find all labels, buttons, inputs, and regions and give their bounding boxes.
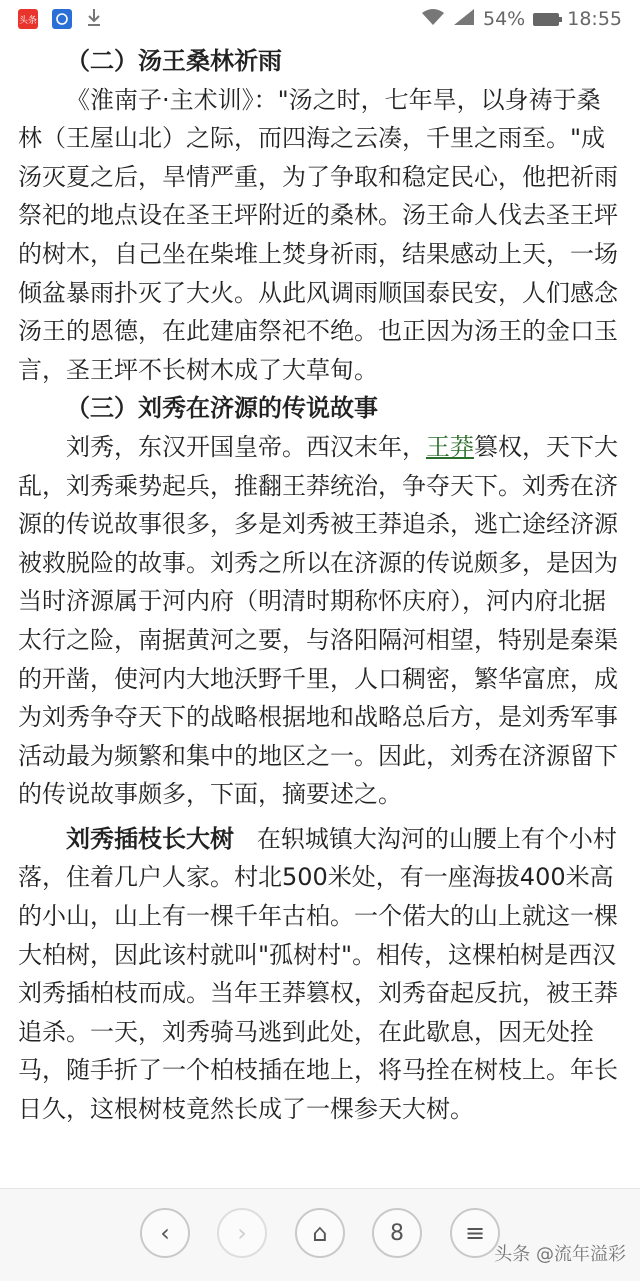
watermark: 头条 @流年溢彩 [494,1244,626,1265]
tabs-button[interactable] [372,1208,422,1258]
home-icon: ⌂ [312,1219,328,1247]
home-button[interactable] [295,1208,345,1258]
paragraph-story [18,820,622,1129]
download-icon [86,8,102,30]
section-heading-2: （二）汤王桑林祈雨 [66,47,282,75]
status-bar [0,0,640,38]
browser-bottom-toolbar [0,1188,640,1281]
menu-icon: ≡ [464,1219,486,1247]
paragraph-tang-rain: 《淮南子·主术训》："汤之时，七年旱，以身祷于桑林（王屋山北）之际，而四海之云凑，千里之雨至。"成汤灭夏之后，旱情严重，为了争取和稳定民心，他把祈雨祭祀的地点设在圣王坪附近的桑林。汤王命人伐去圣王坪的树木，自己坐在柴堆上焚身祈雨，结果感动上天，一场倾盆暴雨扑灭了大火。从此风调雨顺国泰民安，人们感念汤王的恩德，在此建庙祭祀不绝。也正因为汤王的金口玉言，圣王坪不长树木成了大草甸。 [18,85,618,384]
paragraph-liuxiu [18,428,622,814]
story-text: 在轵城镇大沟河的山腰上有个小村落，住着几户人家。村北500米处，有一座海拔400米高的小山，山上有一棵千年古柏。一个偌大的山上就这一棵大柏树，因此该村就叫"孤树村"。相传，这棵柏树是西汉刘秀插柏枝而成。当年王莽篡权，刘秀奋起反抗，被王莽追杀。一天，刘秀骑马逃到此处，在此歇息，因无处拴马，随手折了一个柏枝插在地上，将马拴在树枝上。年长日久，这根树枝竟然长成了一棵参天大树。 [18,824,618,1124]
browser-icon [52,9,72,29]
tabs-count: 8 [390,1220,404,1246]
battery-percent: 54% [483,8,526,30]
wifi-icon [421,8,445,31]
clock: 18:55 [567,8,622,30]
forward-button[interactable] [217,1208,267,1258]
story-title: 刘秀插枝长大树 [66,824,234,853]
toutiao-news-icon [18,9,38,29]
paragraph-liuxiu-rest: 篡权，天下大乱，刘秀乘势起兵，推翻王莽统治，争夺天下。刘秀在济源的传说故事很多，多是刘秀被王莽追杀，逃亡途经济源被救脱险的故事。刘秀之所以在济源的传说颇多，是因为当时济源属于河内府（明清时期称怀庆府），河内府北据太行之险，南据黄河之要，与洛阳隔河相望，特别是秦渠的开凿，使河内大地沃野千里，人口稠密，繁华富庶，成为刘秀争夺天下的战略根据地和战略总后方，是刘秀军事活动最为频繁和集中的地区之一。因此，刘秀在济源留下的传说故事颇多，下面，摘要述之。 [18,432,618,809]
section-heading-3: （三）刘秀在济源的传说故事 [66,394,378,423]
signal-icon [453,8,475,31]
toutiao-label: 头条 [18,15,37,26]
forward-icon: › [237,1219,247,1247]
paragraph-liuxiu-start: 刘秀，东汉开国皇帝。西汉末年， [66,432,426,461]
menu-button[interactable] [450,1208,500,1258]
back-button[interactable] [140,1208,190,1258]
article-body [18,38,622,1188]
back-icon: ‹ [160,1219,170,1247]
wangmang-link[interactable]: 王莽 [426,432,474,461]
battery-icon [533,13,559,26]
